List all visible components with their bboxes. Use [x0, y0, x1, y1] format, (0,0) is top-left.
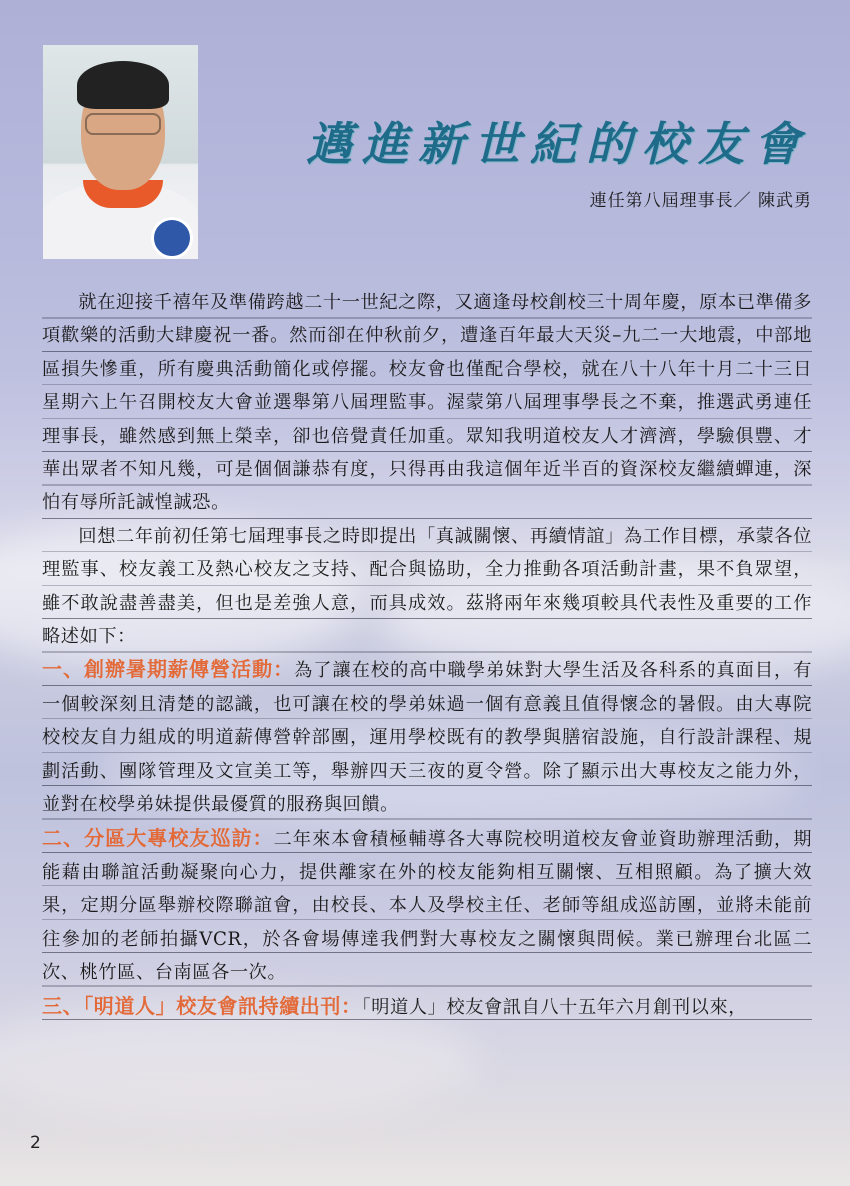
article-title: 邁進新世紀的校友會 [306, 117, 810, 171]
page-number: 2 [30, 1133, 41, 1153]
section-3-heading: 三、「明道人」校友會訊持續出刊： [42, 993, 362, 1018]
article-byline: 連任第八屆理事長／ 陳武勇 [589, 191, 812, 211]
photo-glasses [85, 113, 161, 135]
section-3 [42, 990, 812, 1024]
photo-hair [77, 61, 169, 109]
section-1-text: 為了讓在校的高中職學弟妹對大學生活及各科系的真面目，有一個較深刻且清楚的認識，也可讓在校的學弟妹過一個有意義且值得懷念的暑假。由大專院校校友自力組成的明道薪傳營幹部團，運用學校既有的教學與膳宿設施，自行設計課程、規劃活動、團隊管理及文宣美工等，舉辦四天三夜的夏令營。除了顯示出大專校友之能力外，並對在校學弟妹提供最優質的服務與回饋。 [42, 660, 812, 816]
section-1-heading: 一、創辦暑期薪傳營活動： [42, 657, 295, 682]
section-1 [42, 653, 812, 821]
section-3-text: 「明道人」校友會訊自八十五年六月創刊以來， [361, 996, 748, 1018]
section-2-text: 二年來本會積極輔導各大專院校明道校友會並資助辦理活動，期能藉由聯誼活動凝聚向心力，提供離家在外的校友能夠相互關懷、互相照顧。為了擴大效果，定期分區舉辦校際聯誼會，由校長、本人及學校主任、老師等組成巡訪團，並將未能前往參加的老師拍攝VCR，於各會場傳達我們對大專校友之關懷與問候。業已辦理台北區二次、桃竹區、台南區各一次。 [42, 828, 812, 984]
paragraph-1: 就在迎接千禧年及準備跨越二十一世紀之際，又適逢母校創校三十周年慶，原本已準備多項歡樂的活動大肆慶祝一番。然而卻在仲秋前夕，遭逢百年最大天災–九二一大地震，中部地區損失慘重，所有慶典活動簡化或停擺。校友會也僅配合學校，就在八十八年十月二十三日星期六上午召開校友大會並選舉第八屆理監事。渥蒙第八屆理事學長之不棄，推選武勇連任理事長，雖然感到無上榮幸，卻也倍覺責任加重。眾知我明道校友人才濟濟，學驗俱豐、才華出眾者不知凡幾，可是個個謙恭有度，只得再由我這個年近半百的資深校友繼續蟬連，深怕有辱所託誠惶誠恐。 [42, 292, 812, 514]
section-2-heading: 二、分區大專校友巡訪： [42, 825, 274, 850]
photo-badge [151, 217, 193, 259]
author-photo [43, 45, 198, 259]
section-2 [42, 822, 812, 990]
article-body [42, 286, 812, 1024]
paragraph-2: 回想二年前初任第七屆理事長之時即提出「真誠關懷、再續情誼」為工作目標，承蒙各位理監事、校友義工及熱心校友之支持、配合與協助，全力推動各項活動計畫，果不負眾望，雖不敢說盡善盡美，但也是差強人意，而具成效。茲將兩年來幾項較具代表性及重要的工作略述如下： [42, 525, 812, 648]
